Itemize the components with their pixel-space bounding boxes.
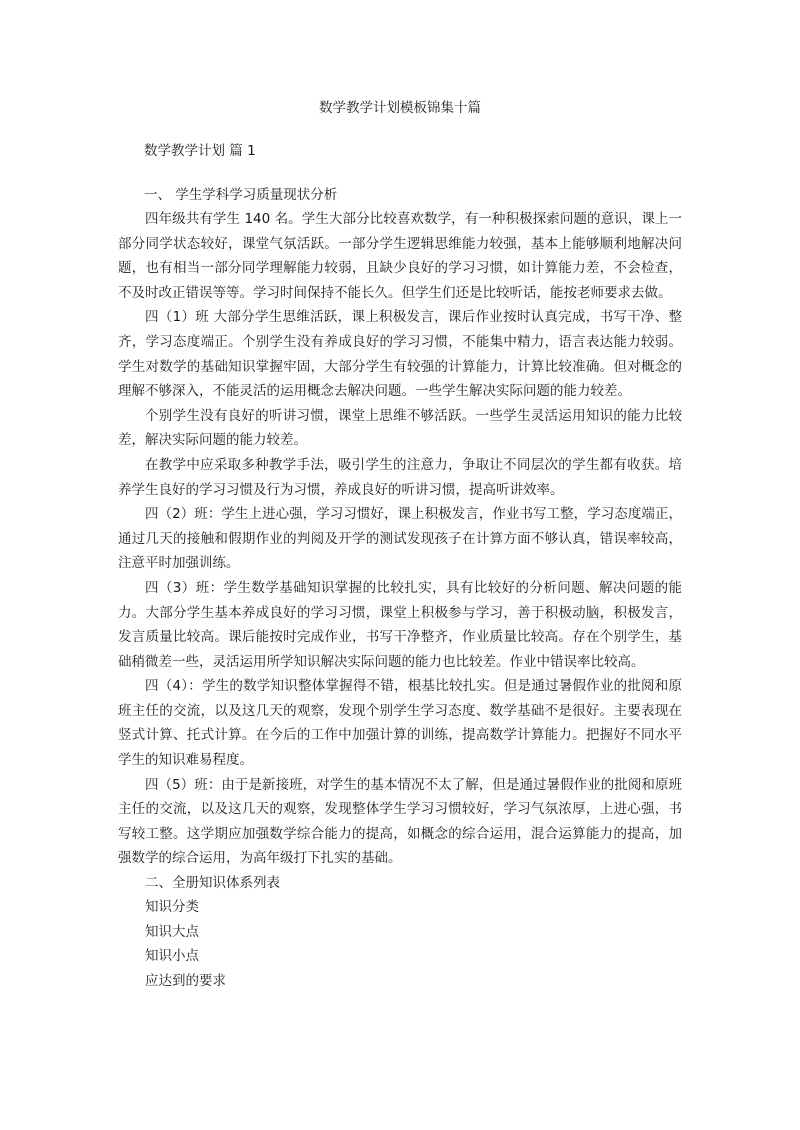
paragraph-class-3: 四（3）班：学生数学基础知识掌握的比较扎实，具有比较好的分析问题、解决问题的能力。大部分学生基本养成良好的学习习惯，课堂上积极参与学习，善于积极动脑，积极发言，发言质量比较高。课后能按时完成作业，书写干净整齐，作业质量比较高。存在个别学生，基础稍微差一些，灵活运用所学知识解决实际问题的能力也比较差。作业中错误率比较高。 (118, 579, 682, 670)
paragraph-class-5: 四（5）班：由于是新接班，对学生的基本情况不太了解，但是通过暑假作业的批阅和原班主任的交流，以及这几天的观察，发现整体学生学习习惯较好，学习气氛浓厚，上进心强，书写较工整。这学期应加强数学综合能力的提高，如概念的综合运用，混合运算能力的提高，加强数学的综合运用，为高年级打下扎实的基础。 (118, 776, 682, 867)
list-item: 知识小点 (145, 948, 199, 965)
subheading-knowledge-system: 二、全册知识体系列表 (145, 875, 280, 892)
paragraph-teaching-method: 在教学中应采取多种教学手法，吸引学生的注意力，争取让不同层次的学生都有收获。培养学生良好的学习习惯及行为习惯，养成良好的听讲习惯，提高听讲效率。 (118, 456, 682, 498)
list-item: 知识分类 (145, 899, 199, 916)
subheading-analysis: 一、 学生学科学习质量现状分析 (144, 187, 338, 203)
paragraph-overview: 四年级共有学生 140 名。学生大部分比较喜欢数学，有一种积极探索问题的意识，课上一部分同学状态较好，课堂气氛活跃。一部分学生逻辑思维能力较强，基本上能够顺利地解决问题，也有相当一部分同学理解能力较弱，且缺少良好的学习习惯，如计算能力差，不会检查，不及时改正错误等等。学习时间保持不能长久。但学生们还是比较听话，能按老师要求去做。 (118, 211, 682, 301)
paragraph-class-1-note: 个别学生没有良好的听讲习惯，课堂上思维不够活跃。一些学生灵活运用知识的能力比较差，解决实际问题的能力较差。 (118, 407, 682, 449)
paragraph-class-4: 四（4）：学生的数学知识整体掌握得不错，根基比较扎实。但是通过暑假作业的批阅和原班主任的交流，以及这几天的观察，发现个别学生学习态度、数学基础不是很好。主要表现在竖式计算、托式计算。在今后的工作中加强计算的训练，提高数学计算能力。把握好不同水平学生的知识难易程度。 (118, 678, 682, 769)
list-item: 知识大点 (145, 923, 199, 940)
section-heading: 数学教学计划 篇 1 (144, 143, 256, 159)
paragraph-class-1: 四（1）班 大部分学生思维活跃，课上积极发言，课后作业按时认真完成，书写干净、整齐，学习态度端正。个别学生没有养成良好的学习习惯，不能集中精力，语言表达能力较弱。学生对数学的基础知识掌握牢固，大部分学生有较强的计算能力，计算比较准确。但对概念的理解不够深入，不能灵活的运用概念去解决问题。一些学生解决实际问题的能力较差。 (118, 309, 682, 400)
paragraph-class-2: 四（2）班：学生上进心强，学习习惯好，课上积极发言，作业书写工整，学习态度端正，通过几天的接触和假期作业的判阅及开学的测试发现孩子在计算方面不够认真，错误率较高，注意平时加强训练。 (118, 506, 682, 572)
document-title: 数学教学计划模板锦集十篇 (319, 100, 481, 116)
list-item: 应达到的要求 (145, 972, 226, 989)
